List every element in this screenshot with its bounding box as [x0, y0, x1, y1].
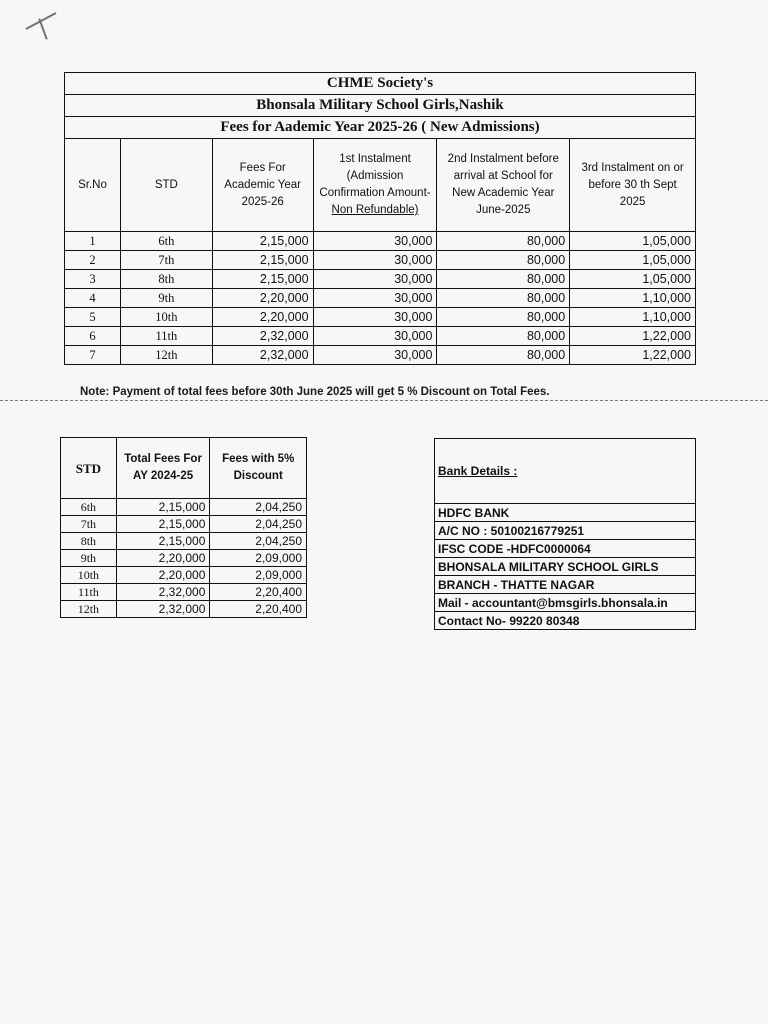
- table-row: [61, 601, 307, 618]
- cell-std: 9th: [61, 550, 117, 567]
- cell-std: 10th: [120, 308, 212, 327]
- bank-detail-line: IFSC CODE -HDFC0000064: [435, 540, 696, 558]
- cell-fees: 2,15,000: [212, 270, 313, 289]
- cell-std: 9th: [120, 289, 212, 308]
- cell-inst3: 1,05,000: [570, 251, 696, 270]
- cell-sr: 1: [65, 232, 121, 251]
- fee-title: Fees for Aademic Year 2025-26 ( New Admissions): [65, 117, 696, 139]
- cell-inst2: 80,000: [437, 289, 570, 308]
- divider-line: [0, 400, 768, 402]
- cell-std: 11th: [61, 584, 117, 601]
- cell-inst1: 30,000: [313, 232, 437, 251]
- bank-details-table: [434, 438, 696, 630]
- col-header-fees: Fees For Academic Year 2025-26: [212, 139, 313, 232]
- bank-details-heading: [435, 439, 696, 504]
- table-row: [61, 550, 307, 567]
- cell-disc: 2,04,250: [210, 533, 307, 550]
- cell-std: 12th: [61, 601, 117, 618]
- cell-std: 11th: [120, 327, 212, 346]
- bank-heading-text: Bank Details :: [438, 464, 518, 478]
- cell-inst1: 30,000: [313, 346, 437, 365]
- cell-inst2: 80,000: [437, 346, 570, 365]
- bank-detail-line: BHONSALA MILITARY SCHOOL GIRLS: [435, 558, 696, 576]
- table-row: [65, 270, 696, 289]
- bank-detail-line: HDFC BANK: [435, 504, 696, 522]
- cell-disc: 2,09,000: [210, 550, 307, 567]
- cell-inst2: 80,000: [437, 232, 570, 251]
- cell-fees: 2,32,000: [212, 346, 313, 365]
- cell-std: 8th: [120, 270, 212, 289]
- table-row: [61, 516, 307, 533]
- cell-inst3: 1,05,000: [570, 232, 696, 251]
- col-header-sr-no: Sr.No: [65, 139, 121, 232]
- cell-total: 2,15,000: [116, 533, 210, 550]
- cell-inst2: 80,000: [437, 308, 570, 327]
- cell-std: 6th: [120, 232, 212, 251]
- cell-disc: 2,09,000: [210, 567, 307, 584]
- cell-inst2: 80,000: [437, 270, 570, 289]
- cell-inst3: 1,05,000: [570, 270, 696, 289]
- cell-total: 2,32,000: [116, 601, 210, 618]
- discount-note: Note: Payment of total fees before 30th June 2025 will get 5 % Discount on Total Fees.: [80, 386, 550, 398]
- cell-sr: 5: [65, 308, 121, 327]
- col-header-std: STD: [120, 139, 212, 232]
- bank-detail-line: Contact No- 99220 80348: [435, 612, 696, 630]
- cell-inst3: 1,10,000: [570, 308, 696, 327]
- table-row: [65, 308, 696, 327]
- cell-fees: 2,20,000: [212, 289, 313, 308]
- cell-std: 12th: [120, 346, 212, 365]
- cell-fees: 2,15,000: [212, 232, 313, 251]
- cell-inst1: 30,000: [313, 270, 437, 289]
- cell-total: 2,15,000: [116, 499, 210, 516]
- bank-detail-line: Mail - accountant@bmsgirls.bhonsala.in: [435, 594, 696, 612]
- cell-inst3: 1,10,000: [570, 289, 696, 308]
- cell-total: 2,32,000: [116, 584, 210, 601]
- cell-disc: 2,20,400: [210, 601, 307, 618]
- disc-col-header-total: Total Fees For AY 2024-25: [116, 438, 210, 499]
- cell-sr: 4: [65, 289, 121, 308]
- society-name: CHME Society's: [65, 73, 696, 95]
- cell-sr: 6: [65, 327, 121, 346]
- col-header-instalment-2: 2nd Instalment before arrival at School for New Academic Year June-2025: [437, 139, 570, 232]
- cell-disc: 2,04,250: [210, 516, 307, 533]
- cell-sr: 7: [65, 346, 121, 365]
- cell-disc: 2,04,250: [210, 499, 307, 516]
- cell-inst1: 30,000: [313, 308, 437, 327]
- cell-fees: 2,15,000: [212, 251, 313, 270]
- cell-std: 8th: [61, 533, 117, 550]
- cell-sr: 2: [65, 251, 121, 270]
- col-header-instalment-3: 3rd Instalment on or before 30 th Sept 2025: [570, 139, 696, 232]
- cell-inst1: 30,000: [313, 251, 437, 270]
- disc-col-header-discount: Fees with 5% Discount: [210, 438, 307, 499]
- table-row: [65, 251, 696, 270]
- cell-disc: 2,20,400: [210, 584, 307, 601]
- table-row: [65, 232, 696, 251]
- cell-inst3: 1,22,000: [570, 346, 696, 365]
- cell-inst3: 1,22,000: [570, 327, 696, 346]
- cell-std: 6th: [61, 499, 117, 516]
- cell-total: 2,20,000: [116, 567, 210, 584]
- cell-fees: 2,20,000: [212, 308, 313, 327]
- fee-structure-table: [64, 72, 696, 365]
- table-row: [61, 533, 307, 550]
- school-name: Bhonsala Military School Girls,Nashik: [65, 95, 696, 117]
- bank-detail-line: A/C NO : 50100216779251: [435, 522, 696, 540]
- bank-detail-line: BRANCH - THATTE NAGAR: [435, 576, 696, 594]
- table-row: [61, 584, 307, 601]
- cell-std: 7th: [120, 251, 212, 270]
- table-row: [61, 567, 307, 584]
- discount-table: [60, 437, 307, 618]
- cell-inst1: 30,000: [313, 327, 437, 346]
- table-row: [65, 346, 696, 365]
- cell-std: 7th: [61, 516, 117, 533]
- non-refundable-label: Non Refundable): [331, 204, 419, 216]
- cell-total: 2,20,000: [116, 550, 210, 567]
- instalment-1-label: 1st Instalment (Admission Confirmation Amount-: [319, 153, 431, 199]
- table-row: [65, 289, 696, 308]
- cell-fees: 2,32,000: [212, 327, 313, 346]
- col-header-instalment-1: [313, 139, 437, 232]
- cell-std: 10th: [61, 567, 117, 584]
- pen-mark-stroke: [38, 18, 47, 39]
- cell-inst1: 30,000: [313, 289, 437, 308]
- cell-sr: 3: [65, 270, 121, 289]
- table-row: [61, 499, 307, 516]
- table-row: [65, 327, 696, 346]
- cell-inst2: 80,000: [437, 251, 570, 270]
- cell-total: 2,15,000: [116, 516, 210, 533]
- cell-inst2: 80,000: [437, 327, 570, 346]
- disc-col-header-std: STD: [61, 438, 117, 499]
